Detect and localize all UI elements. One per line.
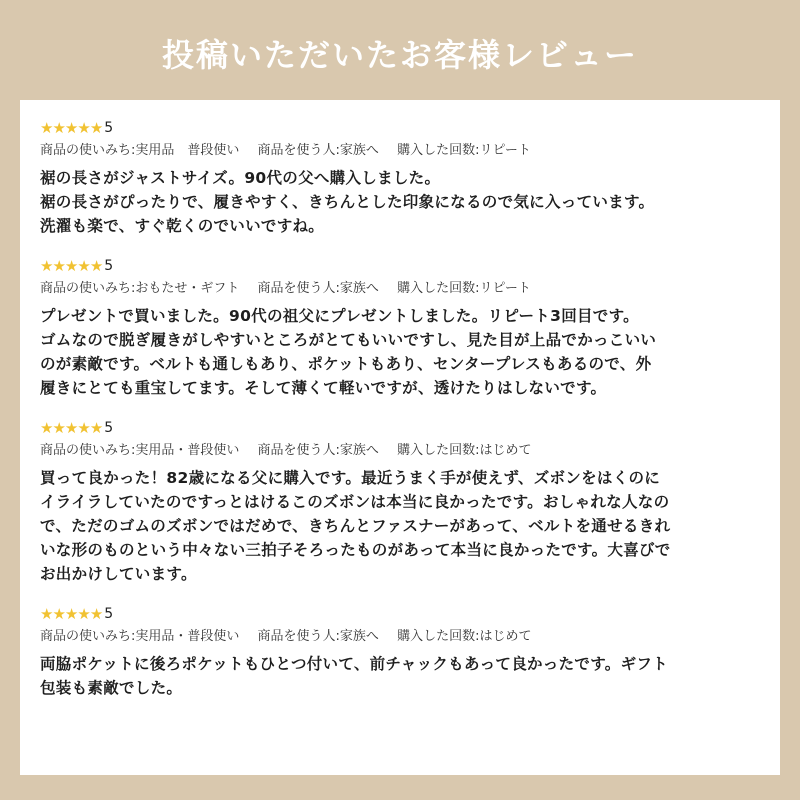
star-rating: [40, 257, 102, 275]
rating-score: 5: [104, 120, 114, 136]
star-rating: [40, 419, 102, 437]
purchase-count-label: 購入した回数:リピート: [397, 281, 531, 296]
review-text: プレゼントで買いました。90代の祖父にプレゼントしました。リピート3回目です。 ゴムなので脱ぎ履きがしやすいところがとてもいいですし、見た目が上品でかっこいい のが素敵です。ベルトも通しもあり、ポケットもあり、センタープレスもあるので、外 履きにとても重宝してます。そして薄くて軽いですが、透けたりはしないです。: [40, 307, 657, 397]
usage-label: 商品の使いみち:実用品・普段使い: [40, 629, 240, 644]
review-meta: [40, 142, 760, 160]
review-text: 裾の長さがジャストサイズ。90代の父へ購入しました。 裾の長さがぴったりで、履きやすく、きちんとした印象になるので気に入っています。 洗濯も楽で、すぐ乾くのでいいですね。: [40, 169, 655, 235]
purchase-count-label: 購入した回数:はじめて: [397, 443, 532, 458]
review-meta: [40, 280, 760, 298]
user-label: 商品を使う人:家族へ: [257, 281, 379, 296]
star-icon: ★: [89, 257, 103, 275]
star-icon: ★: [52, 257, 65, 275]
star-icon: ★: [52, 119, 65, 137]
rating-score: 5: [104, 258, 114, 274]
rating-score: 5: [104, 420, 114, 436]
review-meta: [40, 628, 760, 646]
rating-score: 5: [104, 606, 114, 622]
star-icon: ★: [77, 419, 90, 437]
star-icon: ★: [40, 605, 53, 623]
star-icon: ★: [89, 605, 103, 623]
star-icon: ★: [77, 605, 90, 623]
user-label: 商品を使う人:家族へ: [257, 629, 379, 644]
star-icon: ★: [77, 257, 90, 275]
rating-row: [40, 418, 760, 438]
review-item: [40, 118, 760, 238]
review-text: 両脇ポケットに後ろポケットもひとつ付いて、前チャックもあって良かったです。ギフト 包装も素敵でした。: [40, 655, 668, 697]
user-label: 商品を使う人:家族へ: [257, 443, 379, 458]
star-icon: ★: [40, 419, 53, 437]
purchase-count-label: 購入した回数:はじめて: [397, 629, 532, 644]
star-icon: ★: [77, 119, 90, 137]
star-rating: [40, 605, 102, 623]
star-icon: ★: [52, 605, 65, 623]
review-item: [40, 418, 760, 586]
reviews-card: [20, 100, 780, 775]
rating-row: [40, 604, 760, 624]
review-item: [40, 256, 760, 400]
review-meta: [40, 442, 760, 460]
rating-row: [40, 256, 760, 276]
usage-label: 商品の使いみち:実用品 普段使い: [40, 143, 240, 158]
star-icon: ★: [64, 257, 78, 275]
star-icon: ★: [64, 419, 78, 437]
star-rating: [40, 119, 102, 137]
rating-row: [40, 118, 760, 138]
purchase-count-label: 購入した回数:リピート: [397, 143, 531, 158]
page-title: 投稿いただいたお客様レビュー: [161, 36, 638, 74]
star-icon: ★: [40, 119, 53, 137]
usage-label: 商品の使いみち:実用品・普段使い: [40, 443, 240, 458]
user-label: 商品を使う人:家族へ: [257, 143, 379, 158]
usage-label: 商品の使いみち:おもたせ・ギフト: [40, 281, 240, 296]
star-icon: ★: [52, 419, 65, 437]
star-icon: ★: [89, 119, 103, 137]
review-item: [40, 604, 760, 700]
review-text: 買って良かった！82歳になる父に購入です。最近うまく手が使えず、ズボンをはくのに イライラしていたのですっとはけるこのズボンは本当に良かったです。おしゃれな人なの で、ただのゴムのズボンではだめで、きちんとファスナーがあって、ベルトを通せるきれ いな形のものという中々ない三拍子そろったものがあって本当に良かったです。大喜びで お出かけしています。: [40, 469, 671, 583]
star-icon: ★: [40, 257, 53, 275]
star-icon: ★: [64, 119, 78, 137]
star-icon: ★: [89, 419, 103, 437]
star-icon: ★: [64, 605, 78, 623]
